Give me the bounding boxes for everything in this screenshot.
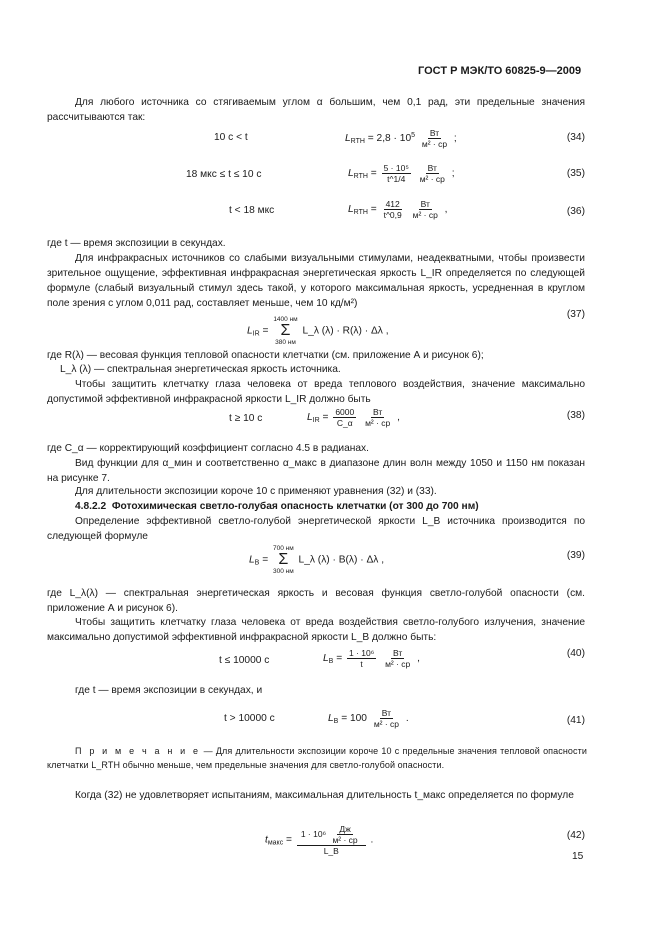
eq36-condition: t < 18 мкс [229,205,275,216]
eq39-number: (39) [566,550,585,561]
eq35-formula: $L_{RTH}$ = $\frac{\text{5 · 10⁵}}{t\^{}1/4}$ $\frac{Вт}{\text{м² · ср}}$ ; [348,163,455,184]
eq40-number: (40) [566,648,585,659]
paragraph-ir: Для инфракрасных источников со слабыми визуальными стимулами, неадекватными, чтобы произвести зрительное ощущение, эффективная инфракрасная энергетическая яркость L_IR определяется по следующей формуле (слабый визуальный стимул здесь такой, у которого максимальная яркость, усредненная в круглом поле зрения с углом 0,011 рад, составляет меньше, чем 10 кд/м²) [47,253,585,309]
eq37-formula: $L_{IR}$ = 1400 нм Σ 380 нм L_λ (λ) · R(λ) · Δλ , [247,316,389,346]
eq42-number: (42) [566,830,585,841]
note-label: П р и м е ч а н и е [75,746,201,756]
eq38-condition: t ≥ 10 с [229,413,263,424]
document-header: ГОСТ Р МЭК/ТО 60825-9—2009 [418,65,582,77]
note-text: — Для длительности экспозиции короче 10 с предельные значения тепловой опасности клетчатки L_RTH обычно меньше, чем предельные значения для светло-голубой опасности. [47,746,587,770]
section-heading: 4.8.2.2 Фотохимическая светло-голубая опасность клетчатки (от 300 до 700 нм) [75,501,479,512]
eq36-number: (36) [566,206,585,217]
where-L: L_λ (λ) — спектральная энергетическая яркость источника. [60,364,341,375]
page-number: 15 [572,851,584,862]
paragraph-intro: Для любого источника со стягиваемым углом α большим, чем 0,1 рад, эти предельные значения рассчитываются так: [47,97,585,123]
eq34-condition: 10 с < t [214,132,248,143]
paragraph-thermal: Чтобы защитить клетчатку глаза человека от вреда теплового воздействия, значение максимально допустимой эффективной инфракрасной яркости L_IR должно быть [47,379,585,405]
eq34-formula: $L_{RTH} = 2,8 \cdot 10^5$ $\frac{Вт}{\text{м² · ср}}$ ; [345,128,457,149]
paragraph-max-duration: Когда (32) не удовлетворяет испытаниям, максимальная длительность t_макс определяется по формуле [75,790,574,801]
paragraph-protect-blue: Чтобы защитить клетчатку глаза человека от вреда воздействия светло-голубого излучения, значение максимально допустимой эффективной инфракрасной яркости L_B должно быть: [47,617,585,643]
where-R: где R(λ) — весовая функция тепловой опасности клетчатки (см. приложение А и рисунок 6); [47,350,484,361]
eq38-number: (38) [566,410,585,421]
eq40-formula: $L_B$ = $\frac{\text{1 · 10⁶}}{t}$ $\frac{Вт}{\text{м² · ср}}$ , [323,648,420,669]
where-t2: где t — время экспозиции в секундах, и [75,685,263,696]
eq35-condition: 18 мкс ≤ t ≤ 10 с [186,169,262,180]
note [47,744,587,772]
where-t: где t — время экспозиции в секундах. [47,238,226,249]
where-C: где C_α — корректирующий коэффициент согласно 4.5 в радианах. [47,443,369,454]
where-B: где L_λ(λ) — спектральная энергетическая яркость и весовая функция светло-голубой опасности (см. приложение А и рисунок 6). [47,588,585,614]
eq40-condition: t ≤ 10000 с [219,655,270,666]
paragraph-function: Вид функции для α_мин и соответственно α_макс в диапазоне длин волн между 1050 и 1150 нм показан на рисунке 7. [47,458,585,484]
paragraph-short-exposure: Для длительности экспозиции короче 10 с применяют уравнения (32) и (33). [75,486,437,497]
eq37-number: (37) [566,309,585,320]
eq41-number: (41) [566,715,585,726]
eq41-condition: t > 10000 с [224,713,275,724]
eq41-formula: $L_B = 100$ $\frac{Вт}{\text{м² · ср}}$ . [328,708,409,729]
eq38-formula: $L_{IR}$ = $\frac{6000}{C\_\alpha}$ $\frac{Вт}{\text{м² · ср}}$ , [307,407,400,428]
eq36-formula: $L_{RTH}$ = $\frac{412}{t\^{}0,9}$ $\frac{Вт}{\text{м² · ср}}$ , [348,199,448,220]
paragraph-blue: Определение эффективной светло-голубой энергетической яркости L_B источника производится по следующей формуле [47,516,585,542]
eq42-formula: $t_{макс}$ = 1 · 10⁶ $\frac{Дж}{\text{м² · ср}}$ L_B . [265,824,374,856]
eq39-formula: $L_B$ = 700 нм Σ 300 нм L_λ (λ) · B(λ) · Δλ , [249,545,385,575]
eq35-number: (35) [566,168,585,179]
eq34-number: (34) [566,132,585,143]
